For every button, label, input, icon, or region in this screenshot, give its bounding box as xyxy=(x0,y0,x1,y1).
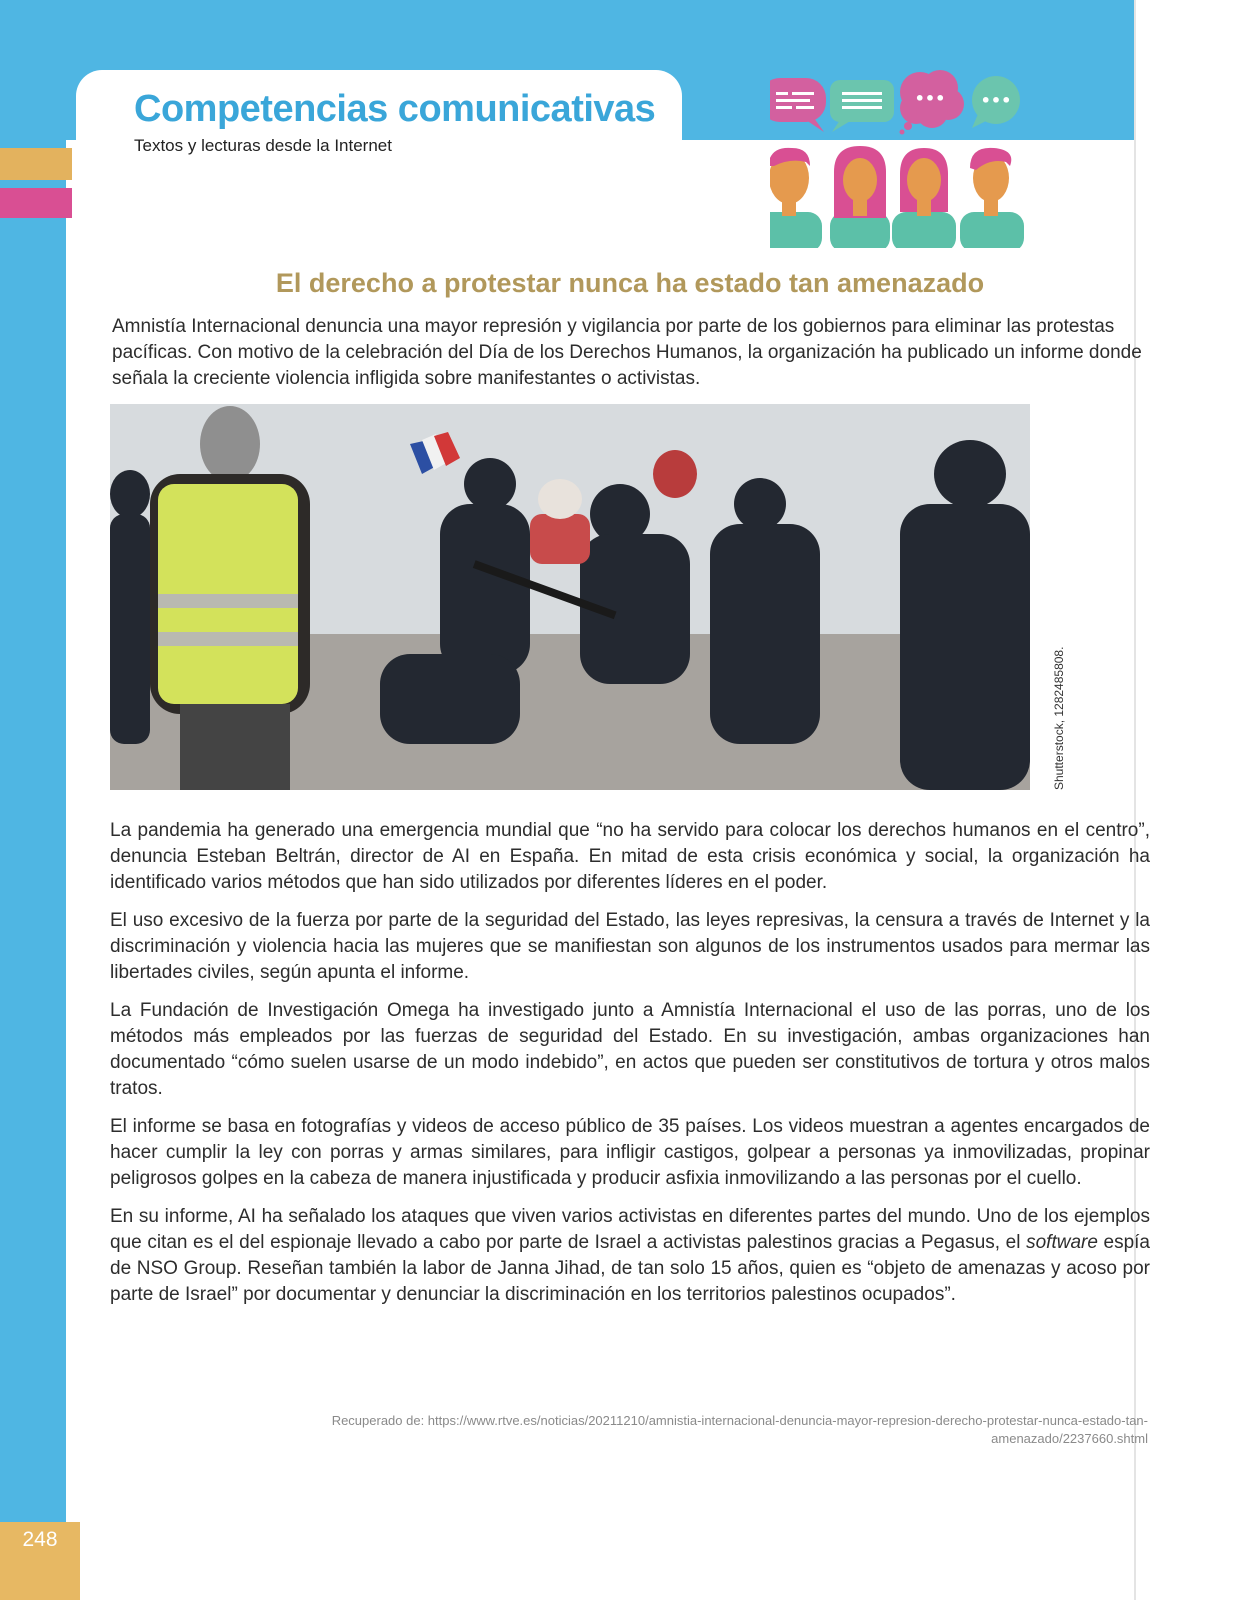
page-edge-line xyxy=(1134,0,1136,1600)
thought-bubble-icon xyxy=(900,70,965,135)
chat-bubble-icon xyxy=(830,80,894,132)
person-icon xyxy=(960,148,1024,248)
article-paragraph: La Fundación de Investigación Omega ha investigado junto a Amnistía Internacional el uso de las porras, uno de los métodos más empleados por las fuerzas de seguridad del Estado. En su investigación, ambas organizaciones han documentado “cómo suelen usarse de un modo indebido”, en actos que pueden ser constitutivos de tortura y otros malos tratos. xyxy=(110,1000,1150,1099)
section-title: Competencias comunicativas xyxy=(134,88,656,130)
article-paragraph-last xyxy=(110,1204,1150,1308)
text-span: En su informe, AI ha señalado los ataques que viven varios activistas en diferentes partes del mundo. Uno de los ejemplos que citan es el del espionaje llevado a cabo por parte de Israel a activistas palestinos gracias a Pegasus, el xyxy=(110,1206,1150,1253)
italic-term: software xyxy=(1026,1232,1098,1253)
svg-text:•••: ••• xyxy=(980,91,1012,110)
article-paragraph: El informe se basa en fotografías y videos de acceso público de 35 países. Los videos muestran a agentes encargados de hacer cumplir la ley con porras y armas similares, para infligir castigos, golpear a personas ya inmovilizadas, propinar peligrosos golpes en la cabeza de manera injustificada y producir asfixia inmovilizando a las personas por el cuello. xyxy=(110,1116,1150,1189)
person-icon xyxy=(892,148,956,248)
article-intro: Amnistía Internacional denuncia una mayor represión y vigilancia por parte de los gobiernos para eliminar las protestas pacíficas. Con motivo de la celebración del Día de los Derechos Humanos, la organización ha publicado un informe donde señala la creciente violencia infligida sobre manifestantes o activistas. xyxy=(112,316,1142,389)
page-number: 248 xyxy=(22,1528,58,1551)
photo-credit: Shutterstock, 1282485808. xyxy=(1052,646,1066,790)
person-icon xyxy=(770,148,822,248)
protest-photo xyxy=(110,404,1030,790)
svg-text:•••: ••• xyxy=(914,89,946,108)
text-span: espía de NSO Group. Reseñan también la labor de Janna Jihad, de tan solo 15 años, quien es “objeto de amenazas y acoso por parte de Israel” por documentar y denunciar la discriminación en los territorios palestinos ocupados”. xyxy=(110,1232,1150,1305)
section-tab-gold xyxy=(0,148,72,180)
article-title: El derecho a protestar nunca ha estado tan amenazado xyxy=(275,268,985,298)
protest-scene-image xyxy=(110,404,1030,790)
article-body xyxy=(110,818,1150,1320)
article-paragraph: La pandemia ha generado una emergencia mundial que “no ha servido para colocar los derechos humanos en el centro”, denuncia Esteban Beltrán, director de AI en España. En mitad de esta crisis económica y social, la organización ha identificado varios métodos que han sido utilizados por diferentes líderes en el poder. xyxy=(110,820,1150,893)
source-line: amenazado/2237660.shtml xyxy=(991,1431,1148,1446)
section-tab-pink xyxy=(0,188,72,218)
left-color-strip xyxy=(0,0,66,1522)
people-talking-illustration xyxy=(770,62,1046,248)
article-paragraph: El uso excesivo de la fuerza por parte de la seguridad del Estado, las leyes represivas, la censura a través de Internet y la discriminación y violencia hacia las mujeres que se manifiestan son algunos de los instrumentos usados para mermar las libertades civiles, según apunta el informe. xyxy=(110,910,1150,983)
source-citation xyxy=(130,1412,1148,1448)
message-bubble-icon xyxy=(972,76,1020,128)
person-icon xyxy=(830,146,890,248)
source-line: Recuperado de: https://www.rtve.es/noticias/20211210/amnistia-internacional-denuncia-mayor-represion-derecho-protestar-nunca-estado-tan- xyxy=(331,1413,1148,1428)
speech-bubble-icon xyxy=(770,78,826,132)
section-subtitle: Textos y lecturas desde la Internet xyxy=(134,136,392,155)
